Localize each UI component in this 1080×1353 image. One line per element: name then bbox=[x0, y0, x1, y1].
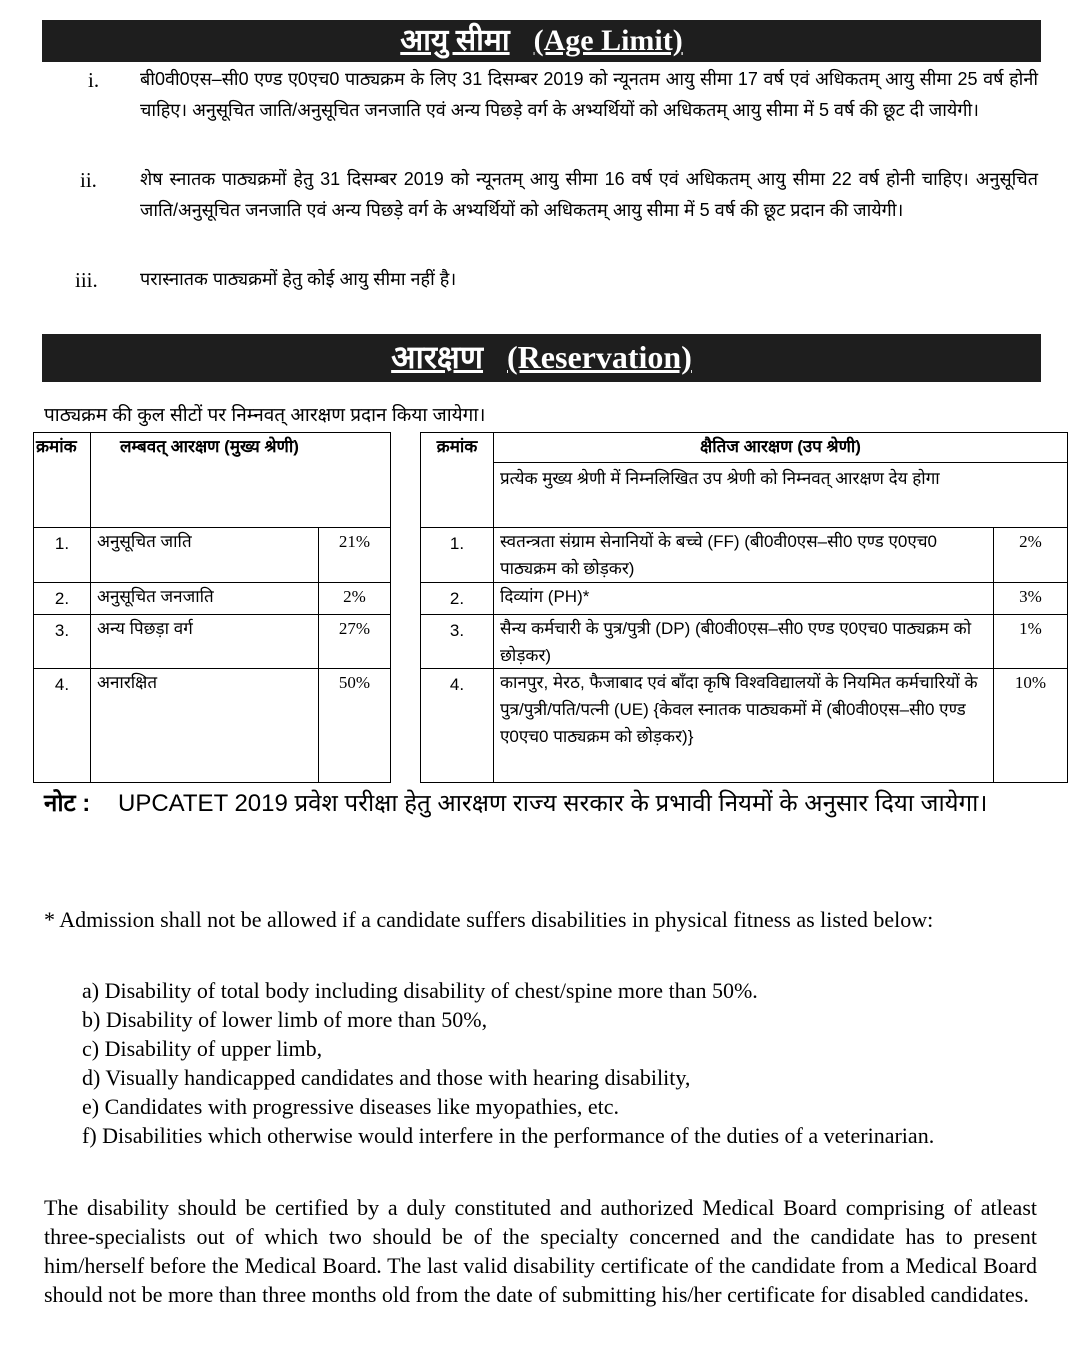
row-sn: 4. bbox=[33, 668, 91, 783]
header-horizontal: क्षैतिज आरक्षण (उप श्रेणी) bbox=[493, 432, 1068, 463]
certification-paragraph: The disability should be certified by a duly constituted and authorized Medical Board comprising of atleast three-specialists out of which two should be of the specialty concerned and the candidate has to present him/herself before the Medical Board. The last valid disability certificate of the candidate from a Medical Board should not be more than three months old from the date of submitting his/her certificate for disabled candidates. bbox=[44, 1195, 1037, 1307]
reservation-intro: पाठ्यक्रम की कुल सीटों पर निम्नवत् आरक्षण प्रदान किया जायेगा। bbox=[44, 405, 486, 426]
reservation-title-en: (Reservation) bbox=[507, 339, 692, 375]
note-text: UPCATET 2019 प्रवेश परीक्षा हेतु आरक्षण राज्य सरकार के प्रभावी नियमों के अनुसार दिया जायेगा। bbox=[118, 790, 988, 817]
age-limit-item: बी0वी0एस–सी0 एण्ड ए0एच0 पाठ्यक्रम के लिए 31 दिसम्बर 2019 को न्यूनतम आयु सीमा 17 वर्ष एवं अधिकतम् आयु सीमा 25 वर्ष होनी चाहिए। अनुसूचित जाति/अनुसूचित जनजाति एवं अन्य पिछड़े वर्ग के अभ्यर्थियों को अधिकतम् आयु सीमा में 5 वर्ष की छूट दी जायेगी। bbox=[140, 69, 1038, 120]
age-limit-item: परास्नातक पाठ्यक्रमों हेतु कोई आयु सीमा नहीं है। bbox=[140, 269, 457, 289]
row-percent: 27% bbox=[318, 614, 391, 669]
row-sn2: 4. bbox=[420, 668, 494, 783]
row-subcategory: सैन्य कर्मचारी के पुत्र/पुत्री (DP) (बी0वी0एस–सी0 एण्ड ए0एच0 पाठ्यक्रम को छोड़कर) bbox=[493, 614, 994, 669]
row-sn: 2. bbox=[33, 582, 91, 615]
header-sn: क्रमांक bbox=[33, 432, 91, 528]
row-category: अन्य पिछड़ा वर्ग bbox=[90, 614, 319, 669]
row-sub-percent: 1% bbox=[993, 614, 1068, 669]
note-label: नोट : bbox=[44, 790, 91, 817]
reservation-title-hi: आरक्षण bbox=[391, 339, 484, 375]
age-limit-title-hi: आयु सीमा bbox=[400, 24, 510, 57]
row-sub-percent: 10% bbox=[993, 668, 1068, 783]
age-limit-title-en: (Age Limit) bbox=[533, 24, 683, 57]
row-subcategory: स्वतन्त्रता संग्राम सेनानियों के बच्चे (FF) (बी0वी0एस–सी0 एण्ड ए0एच0 पाठ्यक्रम को छोड़कर) bbox=[493, 527, 994, 583]
row-sn2: 1. bbox=[420, 527, 494, 583]
disability-item: c) Disability of upper limb, bbox=[82, 1036, 323, 1061]
row-category: अनुसूचित जाति bbox=[90, 527, 319, 583]
header-horizontal-sub: प्रत्येक मुख्य श्रेणी में निम्नलिखित उप श्रेणी को निम्नवत् आरक्षण देय होगा bbox=[493, 462, 1068, 528]
row-sn: 3. bbox=[33, 614, 91, 669]
header-sn2: क्रमांक bbox=[420, 432, 494, 528]
reservation-heading bbox=[42, 334, 1041, 382]
table-gap bbox=[390, 432, 421, 783]
disability-item: d) Visually handicapped candidates and those with hearing disability, bbox=[82, 1065, 691, 1090]
item-number: ii. bbox=[80, 168, 97, 192]
disability-item: a) Disability of total body including disability of chest/spine more than 50%. bbox=[82, 978, 758, 1003]
row-category: अनारक्षित bbox=[90, 668, 319, 783]
item-number: iii. bbox=[75, 268, 98, 292]
row-percent: 2% bbox=[318, 582, 391, 615]
row-subcategory: दिव्यांग (PH)* bbox=[493, 582, 994, 615]
disability-intro bbox=[44, 905, 1039, 934]
row-percent: 50% bbox=[318, 668, 391, 783]
row-sub-percent: 3% bbox=[993, 582, 1068, 615]
disability-item: f) Disabilities which otherwise would interfere in the performance of the duties of a veterinarian. bbox=[82, 1123, 935, 1148]
row-sn2: 2. bbox=[420, 582, 494, 615]
row-sn2: 3. bbox=[420, 614, 494, 669]
row-sub-percent: 2% bbox=[993, 527, 1068, 583]
disability-item: b) Disability of lower limb of more than 50%, bbox=[82, 1007, 488, 1032]
age-limit-item: शेष स्नातक पाठ्यक्रमों हेतु 31 दिसम्बर 2019 को न्यूनतम् आयु सीमा 16 वर्ष एवं अधिकतम् आयु सीमा 22 वर्ष होनी चाहिए। अनुसूचित जाति/अनुसूचित जनजाति एवं अन्य पिछड़े वर्ग के अभ्यर्थियों को अधिकतम् आयु सीमा में 5 वर्ष की छूट प्रदान की जायेगी। bbox=[140, 169, 1038, 220]
age-limit-heading bbox=[42, 20, 1041, 62]
row-sn: 1. bbox=[33, 527, 91, 583]
disability-item: e) Candidates with progressive diseases like myopathies, etc. bbox=[82, 1094, 620, 1119]
row-percent: 21% bbox=[318, 527, 391, 583]
row-category: अनुसूचित जनजाति bbox=[90, 582, 319, 615]
header-vertical: लम्बवत् आरक्षण (मुख्य श्रेणी) bbox=[90, 432, 391, 528]
disability-intro-text: * Admission shall not be allowed if a candidate suffers disabilities in physical fitness as listed below: bbox=[44, 907, 934, 932]
item-number: i. bbox=[88, 68, 100, 92]
row-subcategory: कानपुर, मेरठ, फैजाबाद एवं बाँदा कृषि विश्वविद्यालयों के नियमित कर्मचारियों के पुत्र/पुत्री/पति/पत्नी (UE) {केवल स्नातक पाठ्यकमों में (बी0वी0एस–सी0 एण्ड ए0एच0 पाठ्यक्रम को छोड़कर)} bbox=[493, 668, 994, 783]
